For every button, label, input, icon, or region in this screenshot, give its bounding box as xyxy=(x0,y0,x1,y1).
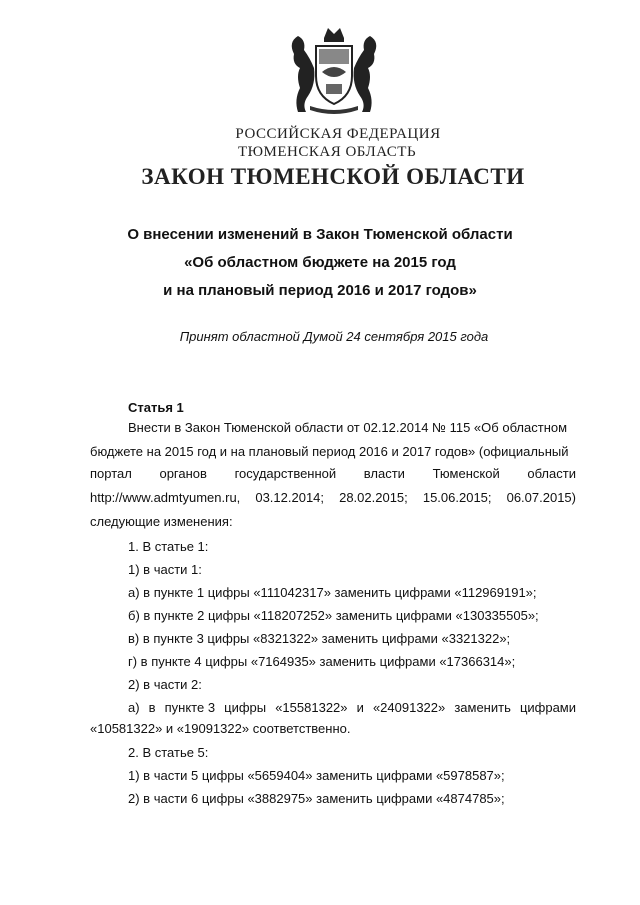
word: заменить xyxy=(454,700,511,715)
list-item: 1. В статье 1: xyxy=(128,539,209,554)
list-item: 1) в части 5 цифры «5659404» заменить цифрами «5978587»; xyxy=(128,768,505,783)
header-country: РОССИЙСКАЯ ФЕДЕРАЦИЯ xyxy=(235,126,441,142)
word: власти xyxy=(363,466,405,481)
header-region: ТЮМЕНСКАЯ ОБЛАСТЬ xyxy=(237,144,417,160)
word: «24091322» xyxy=(372,700,446,715)
article-heading: Статья 1 xyxy=(128,400,184,415)
list-item: а) в пункте 1 цифры «111042317» заменить цифрами «112969191»; xyxy=(128,585,537,600)
list-item: б) в пункте 2 цифры «118207252» заменить цифрами «130335505»; xyxy=(128,608,539,623)
word: области xyxy=(527,466,576,481)
intro-line-5: следующие изменения: xyxy=(90,514,233,529)
word: а) xyxy=(128,700,140,715)
word: цифрами xyxy=(519,700,576,715)
word: и xyxy=(356,700,364,715)
date: 06.07.2015) xyxy=(506,490,576,505)
portal-url: http://www.admtyumen.ru, xyxy=(90,490,241,505)
date: 03.12.2014; xyxy=(255,490,325,505)
intro-line-1: Внести в Закон Тюменской области от 02.12.2014 № 115 «Об областном xyxy=(128,420,568,435)
list-item: 2) в части 6 цифры «3882975» заменить цифрами «4874785»; xyxy=(128,791,505,806)
header-doc-type: ЗАКОН ТЮМЕНСКОЙ ОБЛАСТИ xyxy=(141,164,525,189)
word: пункте 3 xyxy=(164,700,216,715)
title-line-2: «Об областном бюджете на 2015 год xyxy=(184,254,456,271)
list-item-justified xyxy=(128,700,576,715)
date: 28.02.2015; xyxy=(339,490,408,505)
word: Тюменской xyxy=(432,466,500,481)
title-line-1: О внесении изменений в Закон Тюменской области xyxy=(127,226,513,243)
list-item-continuation: «10581322» и «19091322» соответственно. xyxy=(90,721,351,736)
word: «15581322» xyxy=(275,700,348,715)
word: портал xyxy=(90,466,132,481)
list-item: 2. В статье 5: xyxy=(128,745,209,760)
word: в xyxy=(148,700,156,715)
coat-of-arms-emblem xyxy=(286,24,382,116)
intro-line-2: бюджете на 2015 год и на плановый период 2016 и 2017 годов» (официальный xyxy=(90,444,569,459)
date: 15.06.2015; xyxy=(422,490,492,505)
list-item: в) в пункте 3 цифры «8321322» заменить цифрами «3321322»; xyxy=(128,631,511,646)
adoption-date: Принят областной Думой 24 сентября 2015 года xyxy=(179,329,489,344)
word: органов xyxy=(159,466,207,481)
word: цифры xyxy=(224,700,267,715)
list-item: 2) в части 2: xyxy=(128,677,202,692)
intro-line-3 xyxy=(90,466,576,481)
word: государственной xyxy=(234,466,337,481)
list-item: г) в пункте 4 цифры «7164935» заменить цифрами «17366314»; xyxy=(128,654,516,669)
list-item: 1) в части 1: xyxy=(128,562,202,577)
title-line-3: и на плановый период 2016 и 2017 годов» xyxy=(163,282,477,299)
intro-line-4 xyxy=(90,490,576,505)
